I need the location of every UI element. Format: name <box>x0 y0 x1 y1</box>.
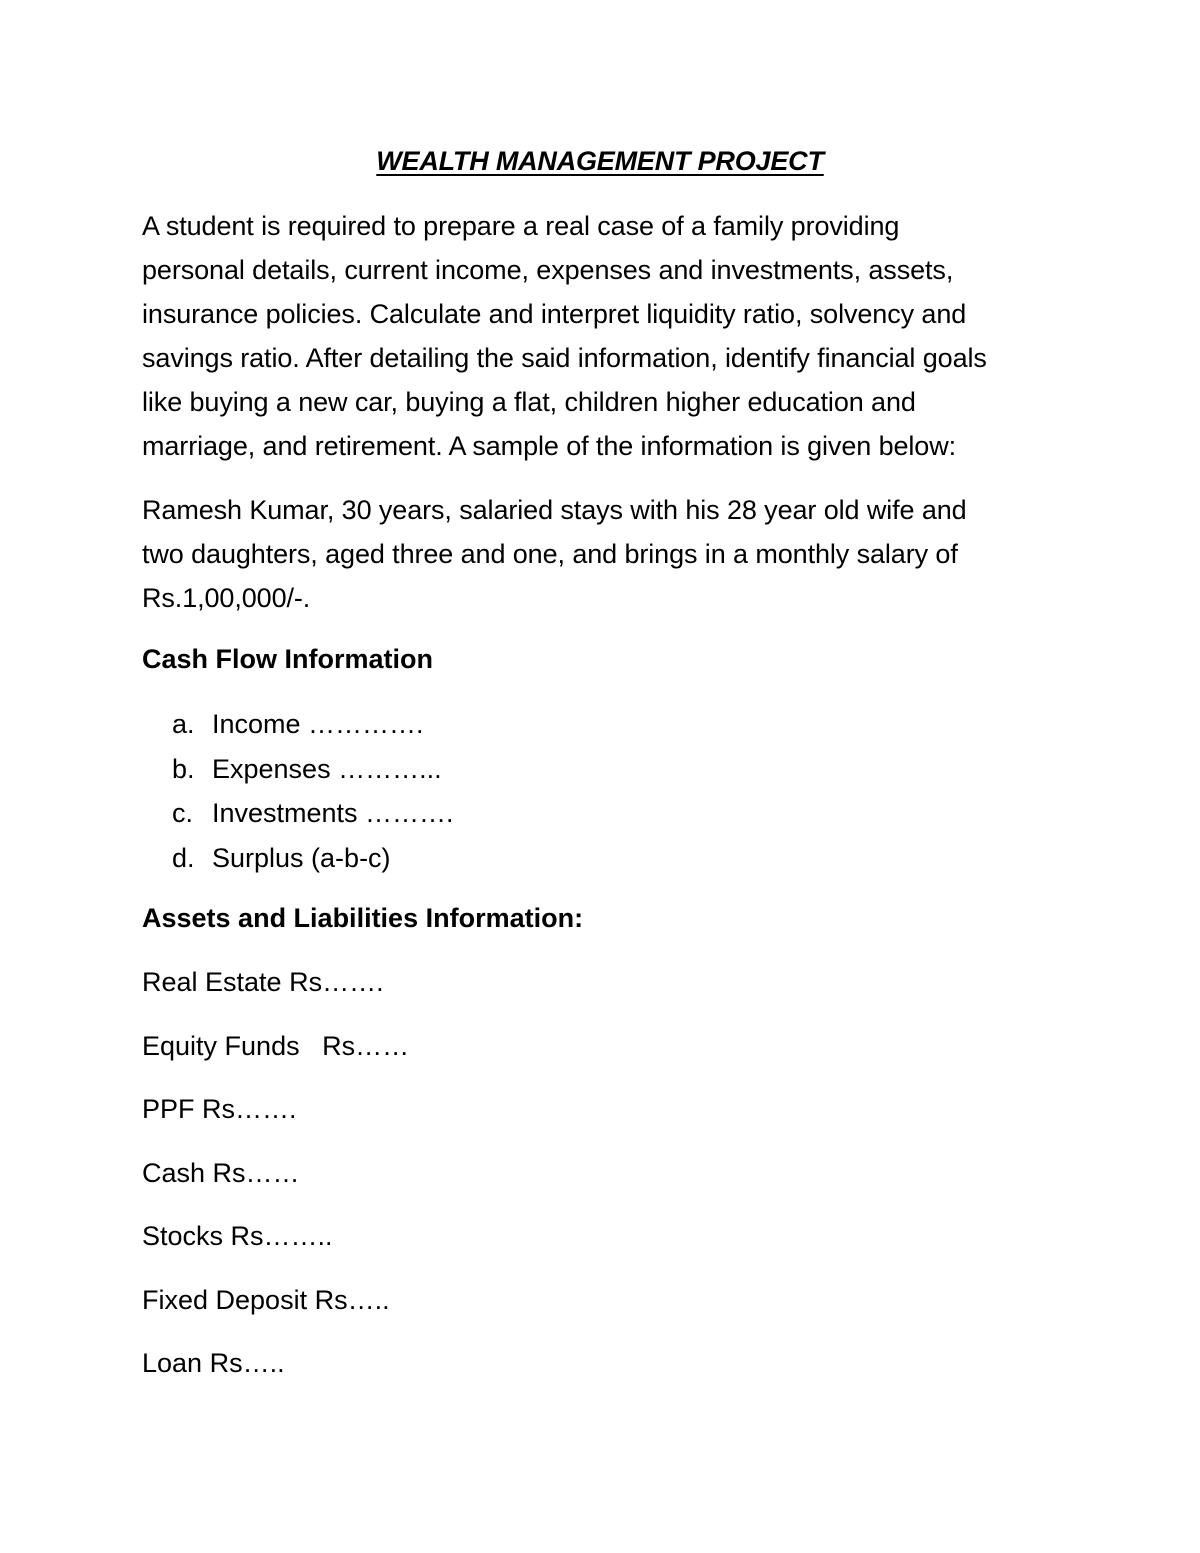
asset-item: Fixed Deposit Rs….. <box>142 1285 390 1315</box>
asset-item: Cash Rs…… <box>142 1158 300 1188</box>
list-item <box>172 747 454 792</box>
asset-item: Equity Funds Rs…… <box>142 1031 410 1061</box>
list-item-text: Investments ………. <box>212 798 454 828</box>
asset-item: Stocks Rs…….. <box>142 1221 333 1251</box>
list-marker: a. <box>172 709 195 739</box>
list-item <box>172 791 454 836</box>
document-title: WEALTH MANAGEMENT PROJECT <box>376 146 824 176</box>
liability-item: Loan Rs….. <box>142 1348 285 1378</box>
cash-flow-heading: Cash Flow Information <box>142 644 434 674</box>
list-item <box>172 702 454 747</box>
asset-item: Real Estate Rs……. <box>142 967 384 997</box>
list-marker: b. <box>172 753 195 784</box>
intro-line: marriage, and retirement. A sample of the information is given below: <box>142 431 957 461</box>
intro-line: personal details, current income, expenses and investments, assets, <box>142 255 954 285</box>
sample-line: Rs.1,00,000/-. <box>142 583 311 613</box>
intro-line: A student is required to prepare a real case of a family providing <box>142 211 900 241</box>
list-marker: d. <box>172 842 195 873</box>
sample-line: Ramesh Kumar, 30 years, salaried stays with his 28 year old wife and <box>142 495 967 525</box>
list-item-text: Income …………. <box>212 709 424 739</box>
intro-line: savings ratio. After detailing the said information, identify financial goals <box>142 343 987 373</box>
cash-flow-list <box>172 702 454 880</box>
list-item-text: Surplus (a-b-c) <box>212 842 391 873</box>
list-marker: c. <box>172 798 194 828</box>
sample-paragraph <box>142 488 1082 620</box>
intro-line: like buying a new car, buying a flat, children higher education and <box>142 387 916 417</box>
intro-line: insurance policies. Calculate and interpret liquidity ratio, solvency and <box>142 299 967 329</box>
list-item <box>172 836 454 881</box>
asset-item: PPF Rs……. <box>142 1094 297 1124</box>
list-item-text: Expenses ………... <box>212 753 442 784</box>
assets-liabilities-heading: Assets and Liabilities Information: <box>142 903 584 933</box>
sample-line: two daughters, aged three and one, and brings in a monthly salary of <box>142 539 958 569</box>
intro-paragraph <box>142 204 1082 468</box>
